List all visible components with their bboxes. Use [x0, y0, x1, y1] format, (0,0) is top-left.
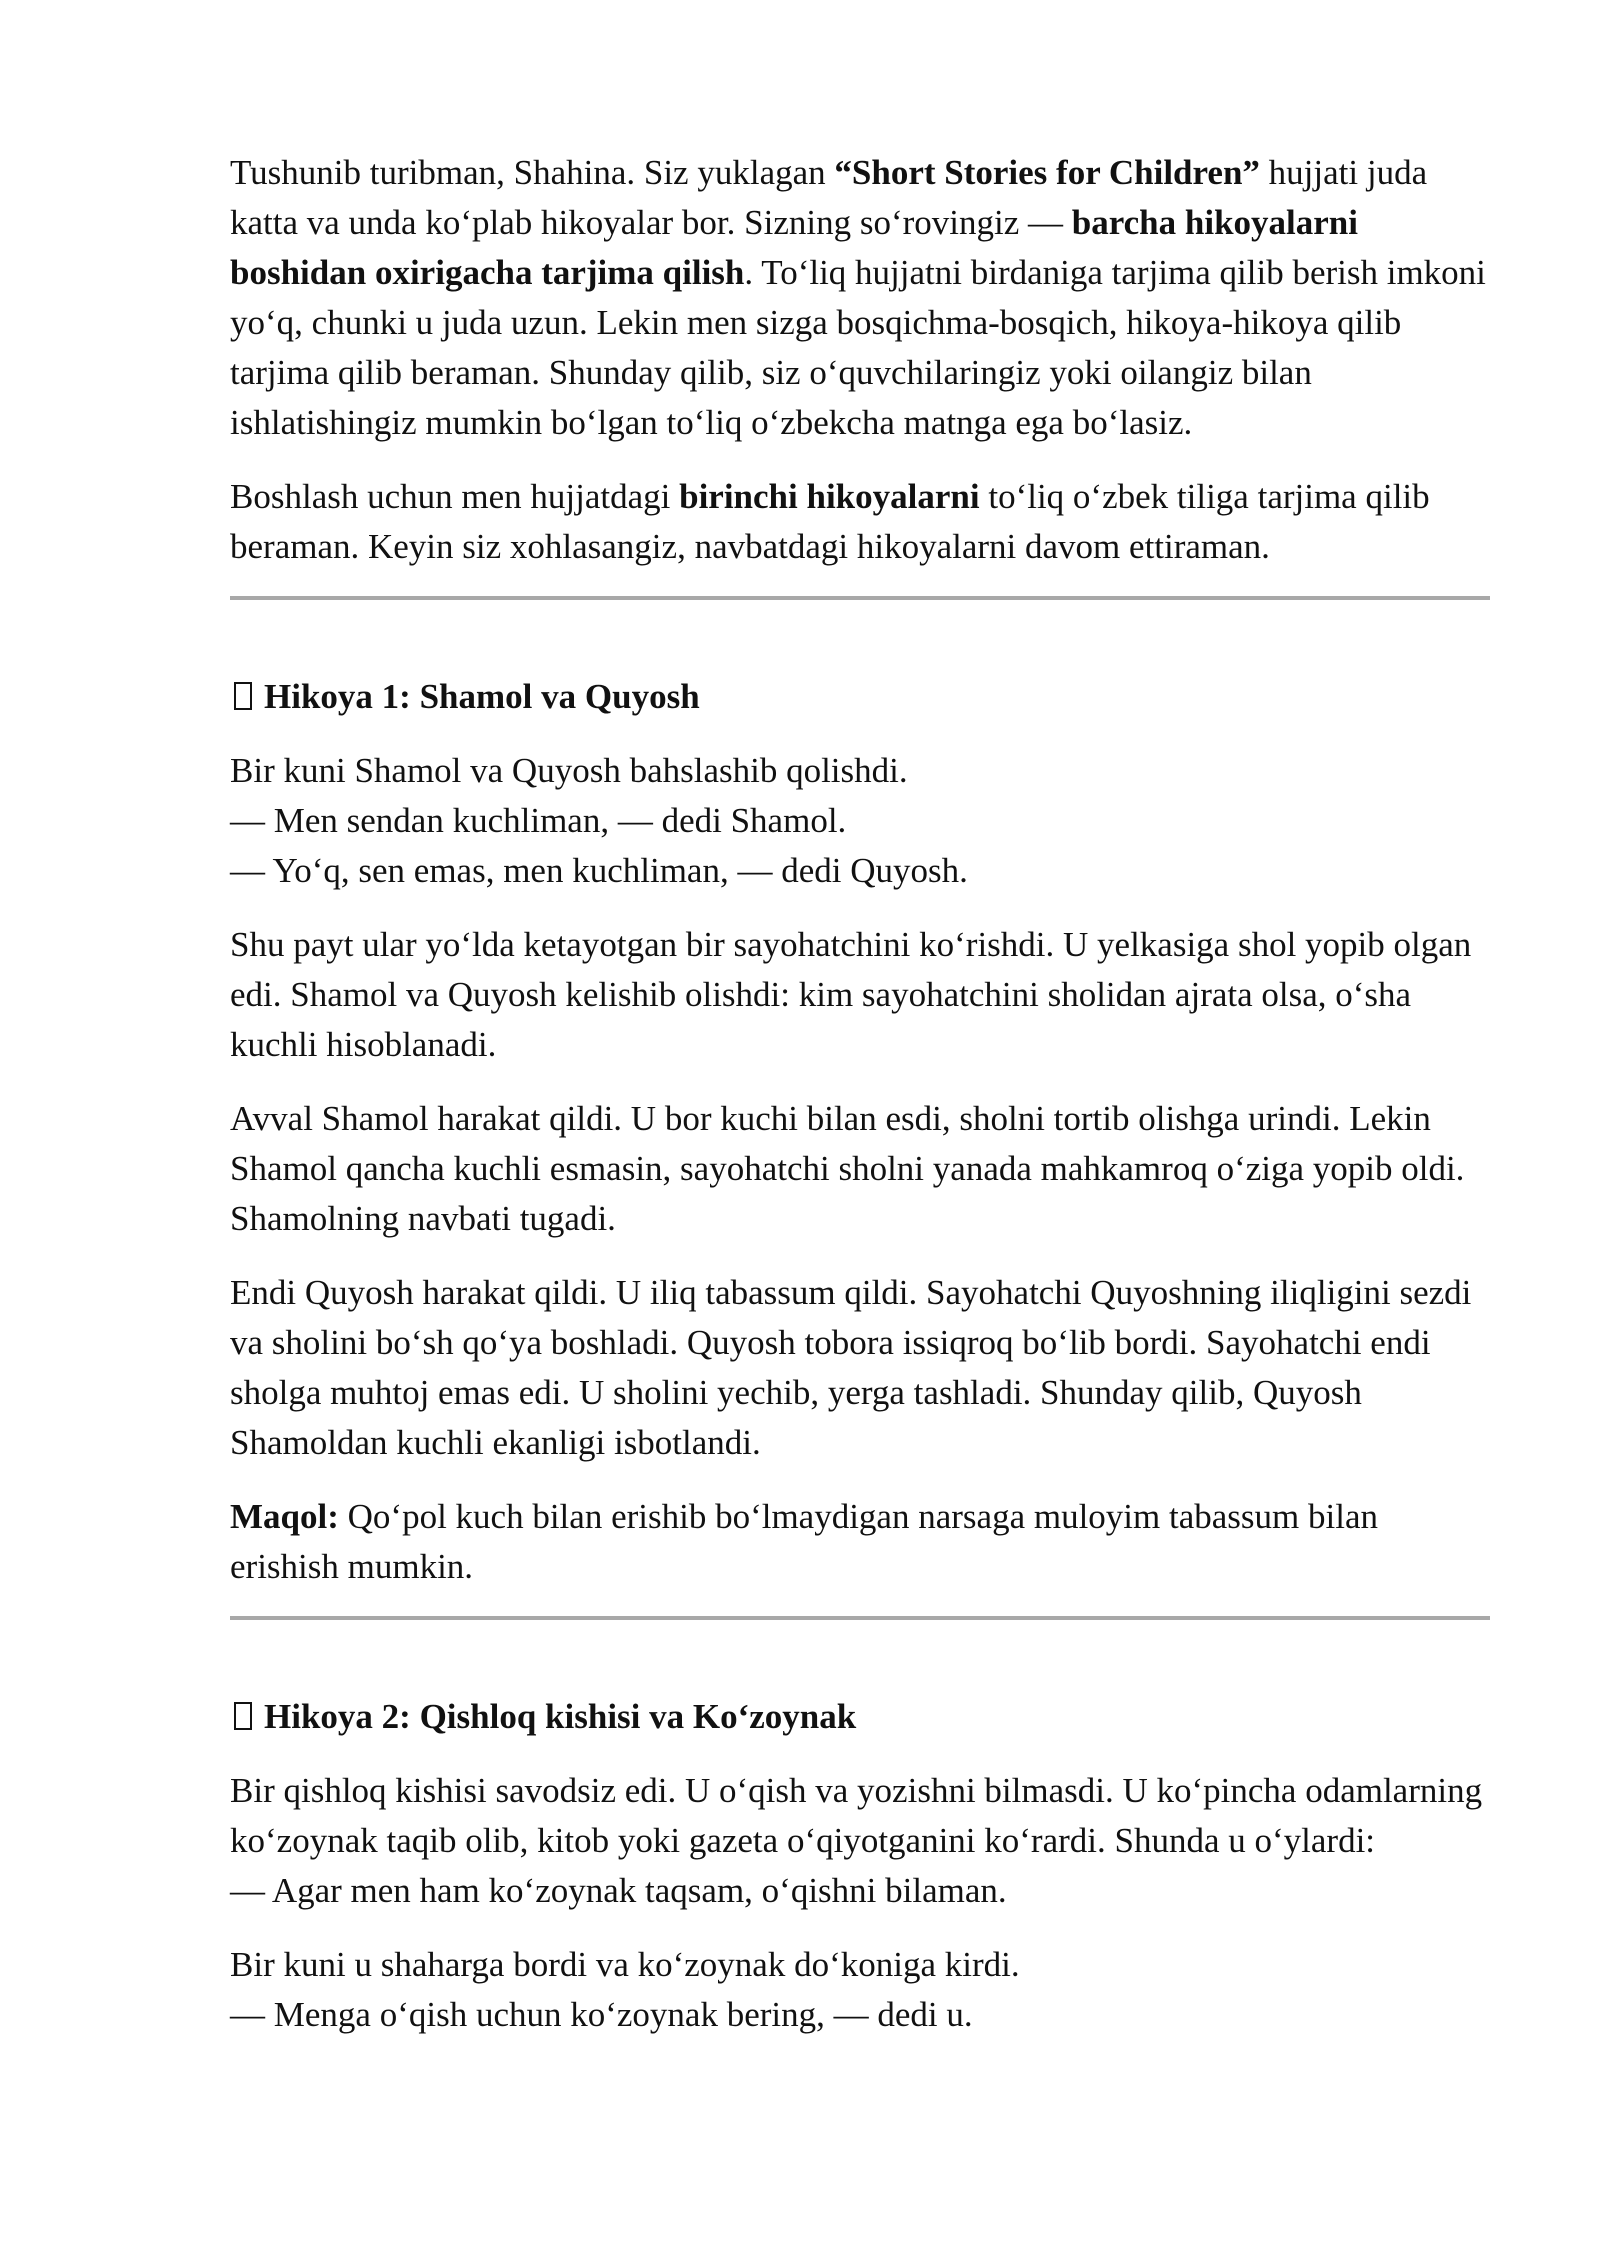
story-1-moral	[230, 1492, 1490, 1592]
intro-paragraph-2	[230, 472, 1490, 572]
story-2-heading	[230, 1692, 1490, 1742]
story-line: — Menga oʻqish uchun koʻzoynak bering, — dedi u.	[230, 1995, 973, 2034]
story-line: — Yoʻq, sen emas, men kuchliman, — dedi Quyosh.	[230, 851, 968, 890]
document-page	[230, 148, 1490, 2064]
intro-text: Tushunib turibman, Shahina. Siz yuklagan	[230, 153, 835, 192]
moral-label: Maqol:	[230, 1497, 339, 1536]
story-2-paragraph-2	[230, 1940, 1490, 2040]
story-1-heading	[230, 672, 1490, 722]
story-1-paragraph-4: Endi Quyosh harakat qildi. U iliq tabassum qildi. Sayohatchi Quyoshning iliqligini sezdi va sholini boʻsh qoʻya boshladi. Quyosh tobora issiqroq boʻlib bordi. Sayohatchi endi sholga muhtoj emas edi. U sholini yechib, yerga tashladi. Shunday qilib, Quyosh Shamoldan kuchli ekanligi isbotlandi.	[230, 1273, 1472, 1462]
story-1-paragraph-3: Avval Shamol harakat qildi. U bor kuchi bilan esdi, sholni tortib olishga urindi. Lekin Shamol qancha kuchli esmasin, sayohatchi sholni yanada mahkamroq oʻziga yopib oldi. Shamolning navbati tugadi.	[230, 1099, 1465, 1238]
first-stories-emphasis: birinchi hikoyalarni	[679, 477, 980, 516]
story-2-paragraph-1	[230, 1766, 1490, 1916]
story-line: Bir kuni u shaharga bordi va koʻzoynak doʻkoniga kirdi.	[230, 1945, 1020, 1984]
book-icon	[234, 1702, 252, 1730]
book-icon	[234, 682, 252, 710]
intro-text: Boshlash uchun men hujjatdagi	[230, 477, 680, 516]
story-line: — Agar men ham koʻzoynak taqsam, oʻqishni bilaman.	[230, 1871, 1007, 1910]
story-1-title: Hikoya 1: Shamol va Quyosh	[264, 677, 700, 716]
intro-text: hujjati juda katta va unda koʻplab hikoyalar bor. Sizning soʻrovingiz —	[230, 153, 1428, 242]
intro-text: toʻliq oʻzbek tiliga tarjima qilib beraman. Keyin siz xohlasangiz, navbatdagi hikoyalarni davom ettiraman.	[230, 477, 1430, 566]
document-title-quote: “Short Stories for Children”	[834, 153, 1260, 192]
intro-paragraph-1	[230, 148, 1490, 448]
story-line: Bir qishloq kishisi savodsiz edi. U oʻqish va yozishni bilmasdi. U koʻpincha odamlarning koʻzoynak taqib olib, kitob yoki gazeta oʻqiyotganini koʻrardi. Shunda u oʻylardi:	[230, 1771, 1483, 1860]
story-1-dialogue	[230, 746, 1490, 896]
moral-text: Qoʻpol kuch bilan erishib boʻlmaydigan narsaga muloyim tabassum bilan erishish mumkin.	[230, 1497, 1378, 1586]
section-divider	[230, 1616, 1490, 1620]
story-2-title: Hikoya 2: Qishloq kishisi va Koʻzoynak	[264, 1697, 857, 1736]
request-emphasis: barcha hikoyalarni boshidan oxirigacha tarjima qilish	[230, 203, 1358, 292]
story-line: Bir kuni Shamol va Quyosh bahslashib qolishdi.	[230, 751, 908, 790]
section-divider	[230, 596, 1490, 600]
story-line: — Men sendan kuchliman, — dedi Shamol.	[230, 801, 847, 840]
story-1-paragraph-2: Shu payt ular yoʻlda ketayotgan bir sayohatchini koʻrishdi. U yelkasiga shol yopib olgan edi. Shamol va Quyosh kelishib olishdi: kim sayohatchini sholidan ajrata olsa, oʻsha kuchli hisoblanadi.	[230, 925, 1472, 1064]
intro-text: . Toʻliq hujjatni birdaniga tarjima qilib berish imkoni yoʻq, chunki u juda uzun. Lekin men sizga bosqichma-bosqich, hikoya-hikoya qilib tarjima qilib beraman. Shunday qilib, siz oʻquvchilaringiz yoki oilangiz bilan ishlatishingiz mumkin boʻlgan toʻliq oʻzbekcha matnga ega boʻlasiz.	[230, 253, 1486, 442]
